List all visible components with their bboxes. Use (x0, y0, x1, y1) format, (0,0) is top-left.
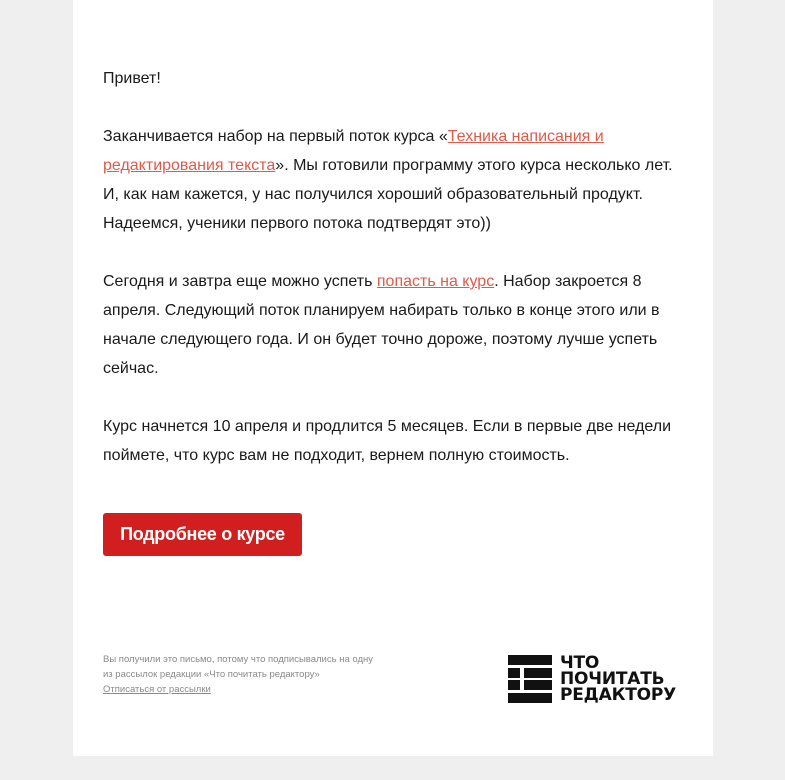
paragraph-course-enrollment (103, 122, 683, 238)
footer-notice (103, 652, 383, 697)
email-body (103, 64, 683, 499)
paragraph-text: Сегодня и завтра еще можно успеть (103, 273, 377, 290)
paragraph-text: Заканчивается набор на первый поток курса « (103, 128, 448, 145)
brand-logo (508, 655, 688, 707)
paragraph-deadline (103, 267, 683, 383)
email-card (73, 0, 713, 756)
logo-mark-icon (508, 655, 552, 703)
greeting: Привет! (103, 70, 161, 87)
paragraph-course-dates: Курс начнется 10 апреля и продлится 5 месяцев. Если в первые две недели поймете, что курс вам не подходит, вернем полную стоимость. (103, 418, 672, 464)
unsubscribe-link[interactable]: Отписаться от рассылки (103, 684, 211, 695)
logo-line-1: ЧТО (560, 653, 600, 673)
logo-line-3: РЕДАКТОРУ (560, 685, 677, 705)
course-title-link[interactable]: Техника написания и редактирования текста (103, 128, 604, 174)
paragraph-text: . Набор закроется 8 апреля. Следующий поток планируем набирать только в конце этого или в начале следующего года. И он будет точно дороже, поэтому лучше успеть сейчас. (103, 273, 660, 377)
course-details-button[interactable]: Подробнее о курсе (103, 513, 302, 556)
logo-line-2: ПОЧИТАТЬ (560, 669, 665, 689)
join-course-link[interactable]: попасть на курс (376, 273, 495, 290)
subscription-notice: Вы получили это письмо, потому что подписывались на одну из рассылок редакции «Что почитать редактору» (103, 654, 373, 680)
paragraph-text: ». Мы готовили программу этого курса несколько лет. И, как нам кажется, у нас получился хороший образовательный продукт. Надеемся, ученики первого потока подтвердят это)) (103, 157, 673, 232)
logo-wordmark (560, 655, 676, 703)
